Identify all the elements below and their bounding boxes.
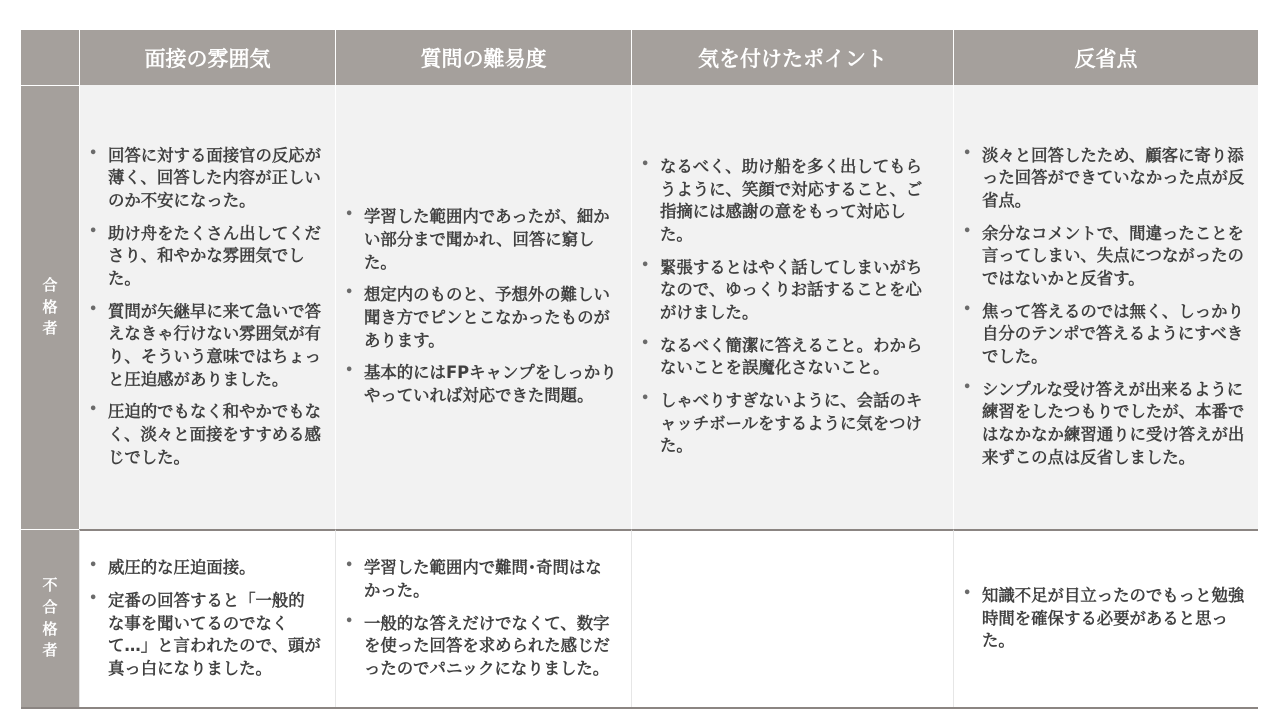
- header-reflections: 反省点: [953, 30, 1258, 85]
- list-item: • 助け舟をたくさん出してくださり、和やかな雰囲気でした。: [88, 223, 329, 291]
- list-item: • なるべく簡潔に答えること。わからないことを誤魔化さないこと。: [640, 335, 935, 380]
- list-item: • 定番の回答すると「一般的な事を聞いてるのでなくて…」と言われたので、頭が真っ白になりました。: [88, 590, 321, 681]
- list-item: • 知識不足が目立ったのでもっと勉強時間を確保する必要があると思った。: [962, 585, 1248, 653]
- row-label-char: 合: [42, 597, 58, 616]
- list-item: • 余分なコメントで、間違ったことを言ってしまい、失点につながったのではないかと反省す。: [962, 223, 1252, 291]
- list-item: • 淡々と回答したため、顧客に寄り添った回答ができていなかった点が反省点。: [962, 145, 1252, 213]
- row-label-char: 合: [42, 275, 58, 294]
- bullet-list: [88, 557, 321, 680]
- list-item: • 基本的にはFPキャンプをしっかりやっていれば対応できた問題。: [344, 362, 619, 407]
- list-item: • 圧迫的でもなく和やかでもなく、淡々と面接をすすめる感じでした。: [88, 401, 329, 469]
- bullet-list: [962, 585, 1248, 653]
- list-item: • 学習した範囲内で難問･奇問はなかった。: [344, 557, 611, 602]
- row-label-passed: [21, 85, 79, 529]
- list-item: • 学習した範囲内であったが、細かい部分まで聞かれ、回答に窮した。: [344, 206, 619, 274]
- list-item: • しゃべりすぎないように、会話のキャッチボールをするように気をつけた。: [640, 390, 935, 458]
- row-label-char: 者: [42, 641, 58, 660]
- cell-passed-points: [631, 85, 953, 529]
- list-item: • 質問が矢継早に来て急いで答えなきゃ行けない雰囲気が有り、そういう意味ではちょっと圧迫感がありました。: [88, 301, 329, 392]
- cell-failed-atmosphere: [79, 529, 335, 707]
- row-label-char: 格: [42, 619, 58, 638]
- row-label-failed: [21, 529, 79, 707]
- header-interview-atmosphere: 面接の雰囲気: [79, 30, 335, 85]
- list-item: • なるべく、助け船を多く出してもらうように、笑顔で対応すること、ご指摘には感謝の意をもって対応した。: [640, 156, 935, 247]
- row-label-char: 不: [42, 576, 58, 594]
- cell-failed-points: [631, 529, 953, 707]
- list-item: • 焦って答えるのでは無く、しっかり自分のテンポで答えるようにすべきでした。: [962, 301, 1252, 369]
- bullet-list: [640, 156, 935, 458]
- header-points-of-care: 気を付けたポイント: [631, 30, 953, 85]
- bullet-list: [88, 145, 329, 469]
- list-item: • シンプルな受け答えが出来るように練習をしたつもりでしたが、本番ではなかなか練習通りに受け答えが出来ずこの点は反省しました。: [962, 379, 1252, 470]
- row-label-char: 格: [42, 297, 58, 316]
- cell-failed-reflections: [953, 529, 1258, 707]
- cell-passed-atmosphere: [79, 85, 335, 529]
- comparison-table: [21, 30, 1258, 709]
- cell-passed-difficulty: [335, 85, 631, 529]
- row-label-char: 者: [42, 319, 58, 338]
- bullet-list: [344, 557, 611, 680]
- bullet-list: [344, 206, 619, 407]
- corner-header: [21, 30, 79, 85]
- list-item: • 緊張するとはやく話してしまいがちなので、ゆっくりお話することを心がけました。: [640, 257, 935, 325]
- list-item: • 一般的な答えだけでなくて、数字を使った回答を求められた感じだったのでパニックになりました。: [344, 613, 611, 681]
- cell-passed-reflections: [953, 85, 1258, 529]
- header-question-difficulty: 質問の難易度: [335, 30, 631, 85]
- list-item: • 想定内のものと、予想外の難しい聞き方でピンとこなかったものがあります。: [344, 284, 619, 352]
- cell-failed-difficulty: [335, 529, 631, 707]
- bullet-list: [962, 145, 1252, 469]
- list-item: • 威圧的な圧迫面接。: [88, 557, 321, 580]
- list-item: • 回答に対する面接官の反応が薄く、回答した内容が正しいのか不安になった。: [88, 145, 329, 213]
